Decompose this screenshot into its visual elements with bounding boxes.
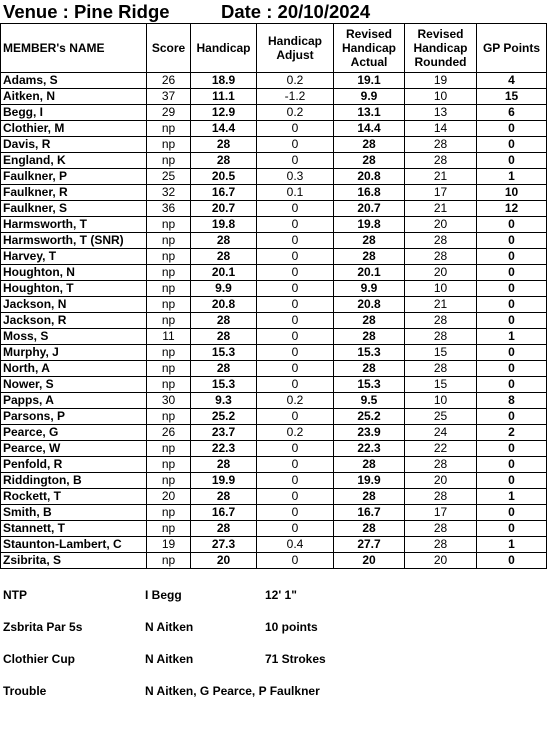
cell-handicap: 27.3: [191, 537, 257, 553]
cell-name: Faulkner, P: [1, 169, 147, 185]
cell-handicap: 22.3: [191, 441, 257, 457]
cell-handicap: 20.5: [191, 169, 257, 185]
cell-name: Riddington, B: [1, 473, 147, 489]
table-row: [1, 489, 547, 505]
table-row: [1, 537, 547, 553]
cell-score: 29: [147, 105, 191, 121]
cell-adjust: 0.1: [257, 185, 334, 201]
table-row: [1, 505, 547, 521]
cell-points: 0: [477, 409, 547, 425]
cell-actual: 20.8: [334, 169, 405, 185]
award-detail: 10 points: [265, 620, 318, 634]
cell-adjust: 0: [257, 553, 334, 569]
cell-name: Stannett, T: [1, 521, 147, 537]
cell-name: Davis, R: [1, 137, 147, 153]
cell-rounded: 21: [405, 169, 477, 185]
cell-points: 0: [477, 505, 547, 521]
cell-name: Moss, S: [1, 329, 147, 345]
cell-rounded: 17: [405, 505, 477, 521]
cell-name: Adams, S: [1, 73, 147, 89]
cell-actual: 20.1: [334, 265, 405, 281]
cell-name: Parsons, P: [1, 409, 147, 425]
award-winner: N Aitken: [145, 652, 194, 666]
table-row: [1, 553, 547, 569]
cell-score: np: [147, 361, 191, 377]
table-row: [1, 169, 547, 185]
cell-handicap: 15.3: [191, 345, 257, 361]
cell-points: 0: [477, 249, 547, 265]
cell-adjust: 0: [257, 361, 334, 377]
cell-score: np: [147, 313, 191, 329]
cell-points: 0: [477, 553, 547, 569]
cell-name: Harvey, T: [1, 249, 147, 265]
cell-rounded: 20: [405, 217, 477, 233]
cell-score: 26: [147, 425, 191, 441]
cell-actual: 19.8: [334, 217, 405, 233]
cell-rounded: 10: [405, 89, 477, 105]
cell-handicap: 28: [191, 329, 257, 345]
award-label: NTP: [3, 588, 27, 602]
cell-name: Nower, S: [1, 377, 147, 393]
cell-name: Smith, B: [1, 505, 147, 521]
cell-rounded: 28: [405, 521, 477, 537]
cell-points: 15: [477, 89, 547, 105]
cell-name: Faulkner, S: [1, 201, 147, 217]
cell-actual: 20.8: [334, 297, 405, 313]
cell-actual: 9.5: [334, 393, 405, 409]
cell-adjust: 0: [257, 409, 334, 425]
table-row: [1, 233, 547, 249]
cell-points: 0: [477, 457, 547, 473]
cell-handicap: 20.8: [191, 297, 257, 313]
cell-adjust: 0: [257, 249, 334, 265]
cell-actual: 28: [334, 361, 405, 377]
cell-actual: 28: [334, 329, 405, 345]
cell-adjust: 0: [257, 137, 334, 153]
cell-adjust: 0.2: [257, 393, 334, 409]
cell-points: 8: [477, 393, 547, 409]
cell-actual: 14.4: [334, 121, 405, 137]
cell-name: England, K: [1, 153, 147, 169]
table-row: [1, 409, 547, 425]
cell-handicap: 25.2: [191, 409, 257, 425]
cell-score: 30: [147, 393, 191, 409]
cell-score: 26: [147, 73, 191, 89]
cell-score: 20: [147, 489, 191, 505]
cell-actual: 28: [334, 521, 405, 537]
cell-score: np: [147, 473, 191, 489]
cell-name: Staunton-Lambert, C: [1, 537, 147, 553]
cell-points: 1: [477, 489, 547, 505]
cell-rounded: 20: [405, 473, 477, 489]
table-row: [1, 521, 547, 537]
cell-points: 0: [477, 217, 547, 233]
cell-points: 2: [477, 425, 547, 441]
cell-handicap: 20.7: [191, 201, 257, 217]
cell-actual: 22.3: [334, 441, 405, 457]
cell-points: 10: [477, 185, 547, 201]
award-winner: I Begg: [145, 588, 182, 602]
cell-rounded: 28: [405, 233, 477, 249]
cell-score: 19: [147, 537, 191, 553]
cell-points: 0: [477, 233, 547, 249]
table-row: [1, 457, 547, 473]
table-row: [1, 201, 547, 217]
cell-rounded: 28: [405, 329, 477, 345]
cell-score: 32: [147, 185, 191, 201]
table-row: [1, 265, 547, 281]
cell-adjust: 0: [257, 521, 334, 537]
cell-score: 37: [147, 89, 191, 105]
table-row: [1, 473, 547, 489]
cell-adjust: 0: [257, 313, 334, 329]
cell-points: 0: [477, 281, 547, 297]
cell-rounded: 13: [405, 105, 477, 121]
cell-adjust: 0: [257, 233, 334, 249]
cell-rounded: 28: [405, 457, 477, 473]
table-row: [1, 217, 547, 233]
table-row: [1, 425, 547, 441]
cell-points: 0: [477, 313, 547, 329]
cell-score: np: [147, 281, 191, 297]
table-row: [1, 313, 547, 329]
cell-name: Jackson, N: [1, 297, 147, 313]
table-body: [1, 73, 547, 569]
award-winner: N Aitken, G Pearce, P Faulkner: [145, 684, 320, 698]
cell-handicap: 23.7: [191, 425, 257, 441]
cell-handicap: 28: [191, 137, 257, 153]
column-header-points: GP Points: [477, 24, 547, 73]
cell-name: Rockett, T: [1, 489, 147, 505]
table-row: [1, 377, 547, 393]
cell-name: Aitken, N: [1, 89, 147, 105]
cell-actual: 19.9: [334, 473, 405, 489]
cell-rounded: 15: [405, 377, 477, 393]
cell-points: 0: [477, 137, 547, 153]
award-detail: 71 Strokes: [265, 652, 326, 666]
cell-points: 1: [477, 329, 547, 345]
cell-actual: 27.7: [334, 537, 405, 553]
cell-points: 0: [477, 297, 547, 313]
table-row: [1, 185, 547, 201]
table-row: [1, 281, 547, 297]
cell-actual: 16.8: [334, 185, 405, 201]
cell-actual: 15.3: [334, 377, 405, 393]
cell-rounded: 24: [405, 425, 477, 441]
cell-score: 11: [147, 329, 191, 345]
cell-rounded: 25: [405, 409, 477, 425]
cell-adjust: 0: [257, 329, 334, 345]
cell-adjust: 0: [257, 441, 334, 457]
cell-rounded: 28: [405, 137, 477, 153]
column-header-name: MEMBER's NAME: [1, 24, 147, 73]
cell-handicap: 28: [191, 233, 257, 249]
cell-rounded: 28: [405, 153, 477, 169]
cell-adjust: 0.2: [257, 105, 334, 121]
cell-handicap: 18.9: [191, 73, 257, 89]
cell-actual: 28: [334, 249, 405, 265]
cell-rounded: 14: [405, 121, 477, 137]
cell-rounded: 28: [405, 249, 477, 265]
cell-handicap: 11.1: [191, 89, 257, 105]
sheet-header: [3, 1, 371, 23]
cell-score: np: [147, 265, 191, 281]
cell-handicap: 28: [191, 489, 257, 505]
cell-handicap: 12.9: [191, 105, 257, 121]
table-row: [1, 249, 547, 265]
table-row: [1, 329, 547, 345]
cell-handicap: 28: [191, 521, 257, 537]
cell-actual: 16.7: [334, 505, 405, 521]
cell-points: 0: [477, 521, 547, 537]
cell-name: Penfold, R: [1, 457, 147, 473]
cell-points: 4: [477, 73, 547, 89]
cell-score: np: [147, 233, 191, 249]
cell-adjust: 0.2: [257, 425, 334, 441]
cell-handicap: 19.8: [191, 217, 257, 233]
cell-points: 0: [477, 377, 547, 393]
table-row: [1, 441, 547, 457]
cell-rounded: 21: [405, 201, 477, 217]
cell-adjust: 0: [257, 201, 334, 217]
cell-score: np: [147, 521, 191, 537]
cell-rounded: 10: [405, 393, 477, 409]
table-row: [1, 121, 547, 137]
cell-name: Pearce, G: [1, 425, 147, 441]
cell-rounded: 20: [405, 265, 477, 281]
award-detail: 12' 1": [265, 588, 297, 602]
cell-rounded: 20: [405, 553, 477, 569]
cell-score: np: [147, 121, 191, 137]
cell-score: np: [147, 457, 191, 473]
cell-name: Zsibrita, S: [1, 553, 147, 569]
cell-points: 12: [477, 201, 547, 217]
cell-actual: 13.1: [334, 105, 405, 121]
cell-handicap: 28: [191, 457, 257, 473]
cell-adjust: 0: [257, 505, 334, 521]
column-header-actual: Revised Handicap Actual: [334, 24, 405, 73]
cell-handicap: 28: [191, 361, 257, 377]
cell-adjust: 0: [257, 345, 334, 361]
cell-actual: 28: [334, 489, 405, 505]
table-row: [1, 361, 547, 377]
cell-score: np: [147, 153, 191, 169]
cell-adjust: -1.2: [257, 89, 334, 105]
table-row: [1, 105, 547, 121]
cell-score: np: [147, 377, 191, 393]
cell-handicap: 20.1: [191, 265, 257, 281]
cell-score: np: [147, 297, 191, 313]
cell-actual: 28: [334, 153, 405, 169]
cell-rounded: 17: [405, 185, 477, 201]
cell-name: Faulkner, R: [1, 185, 147, 201]
cell-handicap: 15.3: [191, 377, 257, 393]
cell-points: 0: [477, 441, 547, 457]
cell-score: np: [147, 249, 191, 265]
cell-adjust: 0: [257, 281, 334, 297]
cell-adjust: 0: [257, 489, 334, 505]
cell-name: Papps, A: [1, 393, 147, 409]
cell-adjust: 0: [257, 217, 334, 233]
column-header-score: Score: [147, 24, 191, 73]
cell-actual: 15.3: [334, 345, 405, 361]
cell-actual: 28: [334, 137, 405, 153]
cell-adjust: 0: [257, 153, 334, 169]
cell-score: np: [147, 441, 191, 457]
cell-actual: 9.9: [334, 281, 405, 297]
cell-actual: 28: [334, 457, 405, 473]
cell-handicap: 20: [191, 553, 257, 569]
cell-actual: 20: [334, 553, 405, 569]
column-header-handicap: Handicap: [191, 24, 257, 73]
cell-handicap: 16.7: [191, 185, 257, 201]
table-row: [1, 393, 547, 409]
cell-handicap: 28: [191, 313, 257, 329]
column-header-adjust: Handicap Adjust: [257, 24, 334, 73]
cell-points: 0: [477, 265, 547, 281]
cell-rounded: 28: [405, 489, 477, 505]
cell-points: 0: [477, 121, 547, 137]
cell-name: Houghton, T: [1, 281, 147, 297]
date-title: Date : 20/10/2024: [221, 1, 371, 22]
cell-actual: 20.7: [334, 201, 405, 217]
table-row: [1, 137, 547, 153]
cell-name: Murphy, J: [1, 345, 147, 361]
cell-adjust: 0: [257, 473, 334, 489]
cell-rounded: 10: [405, 281, 477, 297]
cell-score: np: [147, 553, 191, 569]
cell-rounded: 28: [405, 537, 477, 553]
cell-rounded: 28: [405, 313, 477, 329]
award-label: Trouble: [3, 684, 47, 698]
cell-handicap: 16.7: [191, 505, 257, 521]
cell-actual: 23.9: [334, 425, 405, 441]
cell-points: 0: [477, 153, 547, 169]
cell-score: np: [147, 505, 191, 521]
table-row: [1, 297, 547, 313]
table-row: [1, 73, 547, 89]
cell-points: 1: [477, 169, 547, 185]
cell-points: 0: [477, 361, 547, 377]
cell-name: North, A: [1, 361, 147, 377]
cell-adjust: 0.4: [257, 537, 334, 553]
cell-handicap: 9.3: [191, 393, 257, 409]
cell-rounded: 22: [405, 441, 477, 457]
cell-points: 0: [477, 473, 547, 489]
cell-score: np: [147, 409, 191, 425]
cell-adjust: 0.3: [257, 169, 334, 185]
table-row: [1, 89, 547, 105]
cell-name: Begg, I: [1, 105, 147, 121]
cell-rounded: 21: [405, 297, 477, 313]
cell-rounded: 28: [405, 361, 477, 377]
award-winner: N Aitken: [145, 620, 194, 634]
cell-name: Harmsworth, T (SNR): [1, 233, 147, 249]
cell-rounded: 19: [405, 73, 477, 89]
table-header-row: [1, 24, 547, 73]
cell-actual: 28: [334, 233, 405, 249]
cell-handicap: 19.9: [191, 473, 257, 489]
cell-adjust: 0: [257, 457, 334, 473]
cell-adjust: 0: [257, 121, 334, 137]
cell-name: Houghton, N: [1, 265, 147, 281]
cell-rounded: 15: [405, 345, 477, 361]
cell-actual: 28: [334, 313, 405, 329]
venue-title: Venue : Pine Ridge: [3, 1, 170, 22]
cell-adjust: 0: [257, 265, 334, 281]
cell-name: Pearce, W: [1, 441, 147, 457]
cell-score: np: [147, 217, 191, 233]
cell-adjust: 0: [257, 377, 334, 393]
cell-adjust: 0.2: [257, 73, 334, 89]
cell-handicap: 28: [191, 249, 257, 265]
table-row: [1, 345, 547, 361]
cell-actual: 19.1: [334, 73, 405, 89]
cell-score: 25: [147, 169, 191, 185]
column-header-rounded: Revised Handicap Rounded: [405, 24, 477, 73]
cell-name: Jackson, R: [1, 313, 147, 329]
award-label: Clothier Cup: [3, 652, 75, 666]
cell-score: np: [147, 345, 191, 361]
results-table: [0, 23, 547, 569]
table-row: [1, 153, 547, 169]
cell-adjust: 0: [257, 297, 334, 313]
cell-points: 6: [477, 105, 547, 121]
cell-handicap: 9.9: [191, 281, 257, 297]
cell-actual: 9.9: [334, 89, 405, 105]
cell-handicap: 14.4: [191, 121, 257, 137]
cell-points: 0: [477, 345, 547, 361]
cell-score: np: [147, 137, 191, 153]
award-label: Zsbrita Par 5s: [3, 620, 83, 634]
cell-actual: 25.2: [334, 409, 405, 425]
cell-name: Clothier, M: [1, 121, 147, 137]
cell-name: Harmsworth, T: [1, 217, 147, 233]
cell-score: 36: [147, 201, 191, 217]
cell-points: 1: [477, 537, 547, 553]
cell-handicap: 28: [191, 153, 257, 169]
